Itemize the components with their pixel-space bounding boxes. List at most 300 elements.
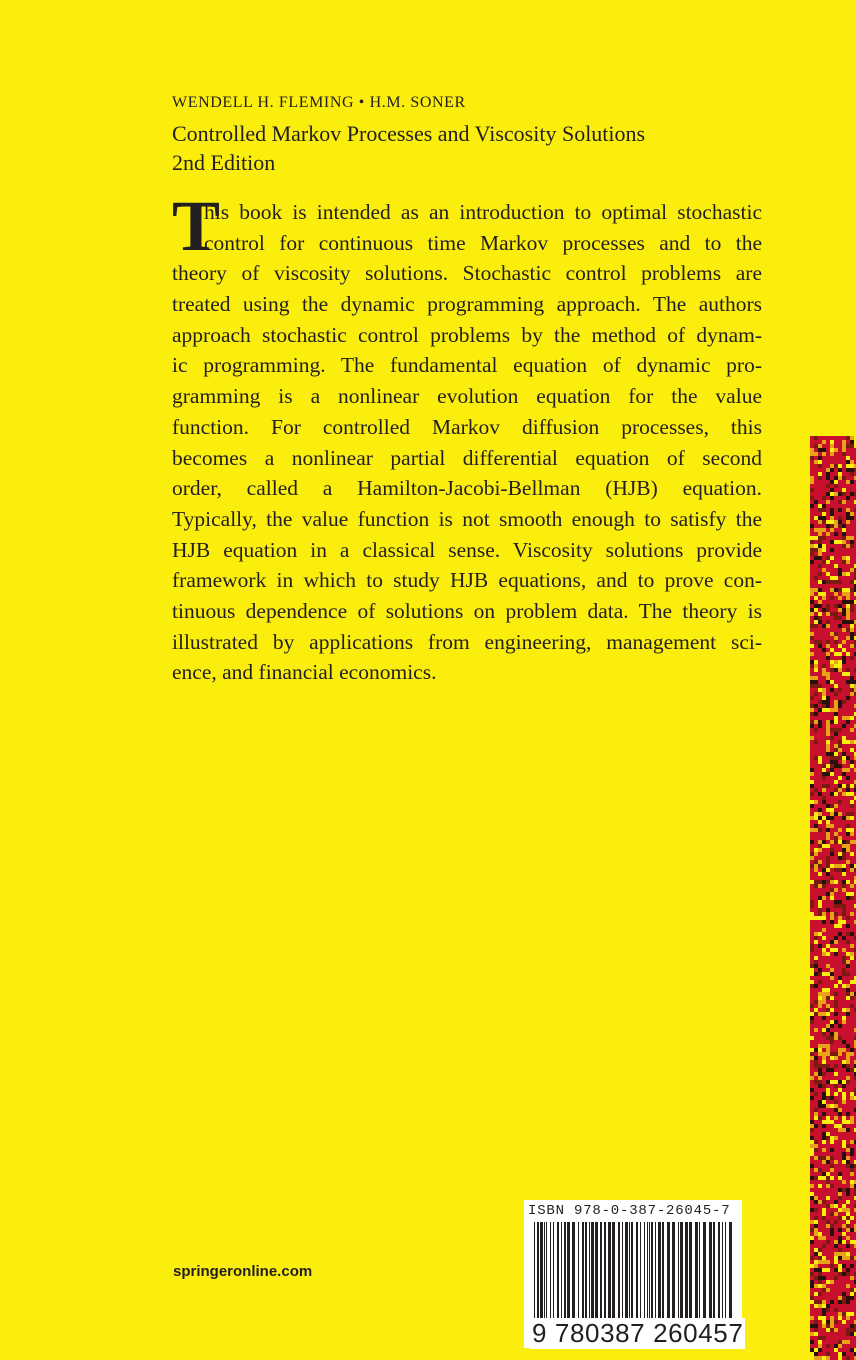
noise-cell <box>846 636 850 640</box>
noise-cell <box>846 1076 850 1080</box>
noise-cell <box>838 1216 842 1220</box>
noise-cell <box>826 680 830 684</box>
noise-cell <box>834 812 838 816</box>
noise-cell <box>834 1020 838 1024</box>
noise-cell <box>842 1240 846 1244</box>
noise-cell <box>850 1276 854 1280</box>
noise-cell <box>846 672 850 676</box>
noise-cell <box>814 1268 818 1272</box>
noise-cell <box>822 1112 826 1116</box>
noise-cell <box>838 980 842 984</box>
noise-cell <box>846 1192 850 1196</box>
noise-cell <box>846 720 850 724</box>
noise-cell <box>846 736 850 740</box>
noise-cell <box>818 640 822 644</box>
noise-cell <box>842 756 846 760</box>
noise-cell <box>818 1232 822 1236</box>
noise-cell <box>818 1300 822 1304</box>
noise-cell <box>818 992 822 996</box>
barcode-bar <box>612 1222 615 1318</box>
barcode-bar <box>644 1222 645 1318</box>
noise-cell <box>830 1048 834 1052</box>
noise-cell <box>826 636 830 640</box>
noise-cell <box>850 872 854 876</box>
noise-cell <box>838 932 842 936</box>
noise-cell <box>830 1328 834 1332</box>
noise-cell <box>818 764 822 768</box>
noise-cell <box>822 552 826 556</box>
noise-cell <box>834 864 838 868</box>
noise-cell <box>830 792 834 796</box>
noise-cell <box>810 1248 814 1252</box>
noise-cell <box>834 752 838 756</box>
noise-cell <box>842 736 846 740</box>
noise-cell <box>834 1112 838 1116</box>
noise-cell <box>830 756 834 760</box>
noise-cell <box>814 1108 818 1112</box>
noise-cell <box>838 1324 842 1328</box>
noise-cell <box>818 980 822 984</box>
description-line: HJB equation in a classical sense. Viscosity solutions provide <box>172 537 762 562</box>
noise-cell <box>842 1176 846 1180</box>
noise-cell <box>834 1328 838 1332</box>
barcode-bar <box>608 1222 611 1318</box>
noise-cell <box>818 808 822 812</box>
noise-cell <box>830 1204 834 1208</box>
noise-cell <box>818 856 822 860</box>
noise-cell <box>822 1024 826 1028</box>
noise-cell <box>846 1140 850 1144</box>
noise-cell <box>830 708 834 712</box>
noise-cell <box>850 812 854 816</box>
noise-cell <box>830 480 834 484</box>
barcode-bar <box>557 1222 559 1318</box>
noise-cell <box>810 1240 814 1244</box>
noise-cell <box>822 452 826 456</box>
noise-cell <box>838 900 842 904</box>
noise-cell <box>810 1296 814 1300</box>
noise-cell <box>826 872 830 876</box>
noise-cell <box>846 768 850 772</box>
noise-cell <box>826 492 830 496</box>
noise-cell <box>850 1324 854 1328</box>
noise-cell <box>838 860 842 864</box>
noise-cell <box>842 700 846 704</box>
noise-cell <box>810 1088 814 1092</box>
noise-cell <box>810 452 814 456</box>
noise-cell <box>814 924 818 928</box>
noise-cell <box>818 1304 822 1308</box>
noise-cell <box>842 608 846 612</box>
barcode-bar <box>600 1222 602 1318</box>
noise-cell <box>826 996 830 1000</box>
noise-cell <box>838 1116 842 1120</box>
noise-cell <box>814 800 818 804</box>
noise-cell <box>810 444 814 448</box>
noise-cell <box>814 1332 818 1336</box>
noise-cell <box>846 436 850 440</box>
noise-cell <box>818 1344 822 1348</box>
noise-cell <box>814 1356 818 1360</box>
noise-cell <box>842 536 846 540</box>
description-line: Typically, the value function is not smooth enough to satisfy the <box>172 506 762 531</box>
noise-cell <box>814 840 818 844</box>
noise-cell <box>810 1256 814 1260</box>
noise-cell <box>846 1212 850 1216</box>
noise-cell <box>842 964 846 968</box>
noise-cell <box>822 524 826 528</box>
noise-cell <box>838 856 842 860</box>
noise-cell <box>826 860 830 864</box>
noise-cell <box>830 560 834 564</box>
noise-cell <box>826 728 830 732</box>
noise-cell <box>814 488 818 492</box>
noise-cell <box>826 804 830 808</box>
noise-cell <box>830 664 834 668</box>
noise-cell <box>846 460 850 464</box>
isbn-label: ISBN 978-0-387-26045-7 <box>528 1203 731 1219</box>
authors-line: WENDELL H. FLEMING • H.M. SONER <box>172 94 466 111</box>
noise-cell <box>826 928 830 932</box>
noise-cell <box>838 1356 842 1360</box>
noise-cell <box>834 708 838 712</box>
noise-cell <box>818 1248 822 1252</box>
noise-cell <box>834 480 838 484</box>
noise-cell <box>830 1184 834 1188</box>
noise-cell <box>842 888 846 892</box>
noise-cell <box>826 1096 830 1100</box>
barcode-bar <box>622 1222 623 1318</box>
noise-cell <box>818 460 822 464</box>
noise-cell <box>834 664 838 668</box>
noise-cell <box>834 704 838 708</box>
noise-cell <box>838 448 842 452</box>
noise-cell <box>842 924 846 928</box>
noise-cell <box>834 440 838 444</box>
description-text <box>172 197 762 688</box>
noise-cell <box>810 908 814 912</box>
noise-cell <box>830 948 834 952</box>
noise-cell <box>842 1252 846 1256</box>
noise-cell <box>814 960 818 964</box>
noise-cell <box>838 472 842 476</box>
noise-cell <box>830 1012 834 1016</box>
noise-cell <box>834 520 838 524</box>
noise-cell <box>834 924 838 928</box>
noise-cell <box>834 540 838 544</box>
noise-cell <box>842 576 846 580</box>
noise-cell <box>838 1352 842 1356</box>
noise-cell <box>838 780 842 784</box>
noise-cell <box>830 752 834 756</box>
noise-cell <box>826 836 830 840</box>
noise-cell <box>826 1172 830 1176</box>
noise-cell <box>826 1204 830 1208</box>
noise-cell <box>826 912 830 916</box>
noise-cell <box>814 880 818 884</box>
noise-cell <box>822 440 826 444</box>
noise-cell <box>814 1292 818 1296</box>
noise-cell <box>830 512 834 516</box>
noise-cell <box>822 672 826 676</box>
noise-cell <box>826 816 830 820</box>
noise-cell <box>838 1140 842 1144</box>
noise-cell <box>834 624 838 628</box>
description-line: gramming is a nonlinear evolution equation for the value <box>172 384 762 409</box>
barcode-bar <box>640 1222 641 1318</box>
noise-cell <box>810 1340 814 1344</box>
noise-cell <box>846 924 850 928</box>
noise-cell <box>826 956 830 960</box>
noise-cell <box>826 608 830 612</box>
noise-cell <box>838 872 842 876</box>
noise-cell <box>814 812 818 816</box>
noise-cell <box>834 1024 838 1028</box>
noise-cell <box>818 1004 822 1008</box>
noise-cell <box>838 1172 842 1176</box>
noise-cell <box>838 1224 842 1228</box>
noise-cell <box>850 664 854 668</box>
noise-cell <box>822 1184 826 1188</box>
noise-cell <box>810 1300 814 1304</box>
noise-cell <box>814 1192 818 1196</box>
noise-cell <box>818 620 822 624</box>
noise-cell <box>810 856 814 860</box>
noise-cell <box>822 504 826 508</box>
noise-cell <box>826 856 830 860</box>
noise-cell <box>814 940 818 944</box>
description-line: control for continuous time Markov processes and to the <box>204 230 762 255</box>
noise-cell <box>846 1148 850 1152</box>
noise-cell <box>818 816 822 820</box>
noise-cell <box>822 796 826 800</box>
barcode-bar <box>647 1222 648 1318</box>
noise-cell <box>838 492 842 496</box>
noise-cell <box>842 760 846 764</box>
noise-cell <box>850 1040 854 1044</box>
noise-cell <box>826 624 830 628</box>
noise-cell <box>834 1144 838 1148</box>
noise-cell <box>826 1180 830 1184</box>
noise-cell <box>822 608 826 612</box>
noise-cell <box>838 740 842 744</box>
noise-cell <box>838 664 842 668</box>
noise-cell <box>838 788 842 792</box>
noise-cell <box>850 944 854 948</box>
noise-cell <box>842 852 846 856</box>
noise-cell <box>842 592 846 596</box>
noise-cell <box>830 532 834 536</box>
noise-cell <box>834 1100 838 1104</box>
noise-cell <box>814 864 818 868</box>
noise-cell <box>850 908 854 912</box>
noise-cell <box>826 1320 830 1324</box>
noise-cell <box>830 1176 834 1180</box>
noise-cell <box>838 744 842 748</box>
noise-cell <box>818 1084 822 1088</box>
noise-cell <box>830 1156 834 1160</box>
noise-cell <box>826 1044 830 1048</box>
noise-cell <box>834 608 838 612</box>
noise-cell <box>834 720 838 724</box>
noise-cell <box>822 940 826 944</box>
barcode-bar <box>585 1222 587 1318</box>
noise-cell <box>834 872 838 876</box>
noise-cell <box>818 1292 822 1296</box>
noise-cell <box>838 1256 842 1260</box>
noise-cell <box>826 672 830 676</box>
noise-cell <box>850 552 854 556</box>
noise-cell <box>826 820 830 824</box>
noise-cell <box>834 756 838 760</box>
description-line: treated using the dynamic programming approach. The authors <box>172 292 762 317</box>
noise-cell <box>838 652 842 656</box>
noise-cell <box>834 716 838 720</box>
noise-cell <box>818 1044 822 1048</box>
noise-cell <box>850 1344 854 1348</box>
noise-cell <box>810 1124 814 1128</box>
noise-cell <box>818 644 822 648</box>
noise-cell <box>822 508 826 512</box>
barcode-bar <box>561 1222 562 1318</box>
noise-cell <box>818 1256 822 1260</box>
barcode-bar <box>595 1222 598 1318</box>
noise-cell <box>846 916 850 920</box>
noise-cell <box>842 724 846 728</box>
noise-cell <box>850 712 854 716</box>
noise-cell <box>834 1136 838 1140</box>
noise-cell <box>830 736 834 740</box>
noise-cell <box>850 1200 854 1204</box>
noise-cell <box>810 632 814 636</box>
noise-cell <box>846 1224 850 1228</box>
noise-cell <box>842 784 846 788</box>
noise-cell <box>842 560 846 564</box>
noise-cell <box>814 1324 818 1328</box>
noise-cell <box>814 604 818 608</box>
noise-cell <box>830 972 834 976</box>
noise-cell <box>838 800 842 804</box>
noise-cell <box>838 576 842 580</box>
noise-cell <box>814 452 818 456</box>
noise-cell <box>822 768 826 772</box>
noise-cell <box>814 692 818 696</box>
noise-cell <box>842 1204 846 1208</box>
noise-cell <box>810 1212 814 1216</box>
noise-cell <box>814 1260 818 1264</box>
noise-cell <box>818 680 822 684</box>
noise-cell <box>850 652 854 656</box>
noise-cell <box>838 1080 842 1084</box>
noise-cell <box>846 844 850 848</box>
noise-cell <box>814 608 818 612</box>
noise-cell <box>814 644 818 648</box>
noise-cell <box>850 896 854 900</box>
noise-cell <box>810 664 814 668</box>
noise-cell <box>814 516 818 520</box>
noise-cell <box>826 892 830 896</box>
noise-cell <box>850 608 854 612</box>
noise-cell <box>838 520 842 524</box>
noise-cell <box>814 988 818 992</box>
noise-cell <box>822 800 826 804</box>
noise-cell <box>826 712 830 716</box>
noise-cell <box>826 508 830 512</box>
noise-cell <box>834 1252 838 1256</box>
noise-cell <box>826 484 830 488</box>
noise-cell <box>830 1224 834 1228</box>
noise-cell <box>850 440 854 444</box>
noise-cell <box>850 760 854 764</box>
description-line: approach stochastic control problems by the method of dynam- <box>172 322 762 347</box>
noise-cell <box>826 500 830 504</box>
noise-cell <box>818 1184 822 1188</box>
description-line: function. For controlled Markov diffusion processes, this <box>172 414 762 439</box>
noise-cell <box>814 948 818 952</box>
noise-cell <box>830 612 834 616</box>
noise-cell <box>822 1256 826 1260</box>
noise-cell <box>814 1280 818 1284</box>
noise-cell <box>826 644 830 648</box>
noise-cell <box>818 1200 822 1204</box>
noise-cell <box>850 1264 854 1268</box>
noise-cell <box>838 1232 842 1236</box>
noise-cell <box>818 1336 822 1340</box>
noise-cell <box>850 1336 854 1340</box>
noise-cell <box>850 480 854 484</box>
noise-cell <box>842 752 846 756</box>
noise-cell <box>822 1056 826 1060</box>
noise-cell <box>850 452 854 456</box>
noise-cell <box>822 840 826 844</box>
noise-cell <box>834 1096 838 1100</box>
noise-cell <box>834 1212 838 1216</box>
noise-cell <box>830 1140 834 1144</box>
noise-cell <box>822 1208 826 1212</box>
noise-cell <box>818 1000 822 1004</box>
noise-cell <box>818 932 822 936</box>
noise-cell <box>830 840 834 844</box>
noise-cell <box>810 1136 814 1140</box>
noise-cell <box>834 804 838 808</box>
noise-cell <box>830 1316 834 1320</box>
noise-cell <box>850 828 854 832</box>
noise-cell <box>814 736 818 740</box>
noise-cell <box>810 592 814 596</box>
noise-cell <box>838 580 842 584</box>
barcode-bar <box>729 1222 732 1318</box>
noise-cell <box>830 680 834 684</box>
noise-cell <box>830 772 834 776</box>
noise-cell <box>850 1032 854 1036</box>
noise-cell <box>846 1124 850 1128</box>
noise-cell <box>842 1020 846 1024</box>
noise-cell <box>834 732 838 736</box>
noise-cell <box>822 912 826 916</box>
noise-cell <box>826 472 830 476</box>
noise-cell <box>822 772 826 776</box>
noise-cell <box>838 616 842 620</box>
noise-cell <box>838 1076 842 1080</box>
noise-cell <box>826 724 830 728</box>
noise-cell <box>830 1028 834 1032</box>
noise-cell <box>838 1196 842 1200</box>
noise-cell <box>842 984 846 988</box>
noise-cell <box>838 1268 842 1272</box>
noise-cell <box>850 1096 854 1100</box>
noise-cell <box>846 456 850 460</box>
noise-cell <box>838 684 842 688</box>
